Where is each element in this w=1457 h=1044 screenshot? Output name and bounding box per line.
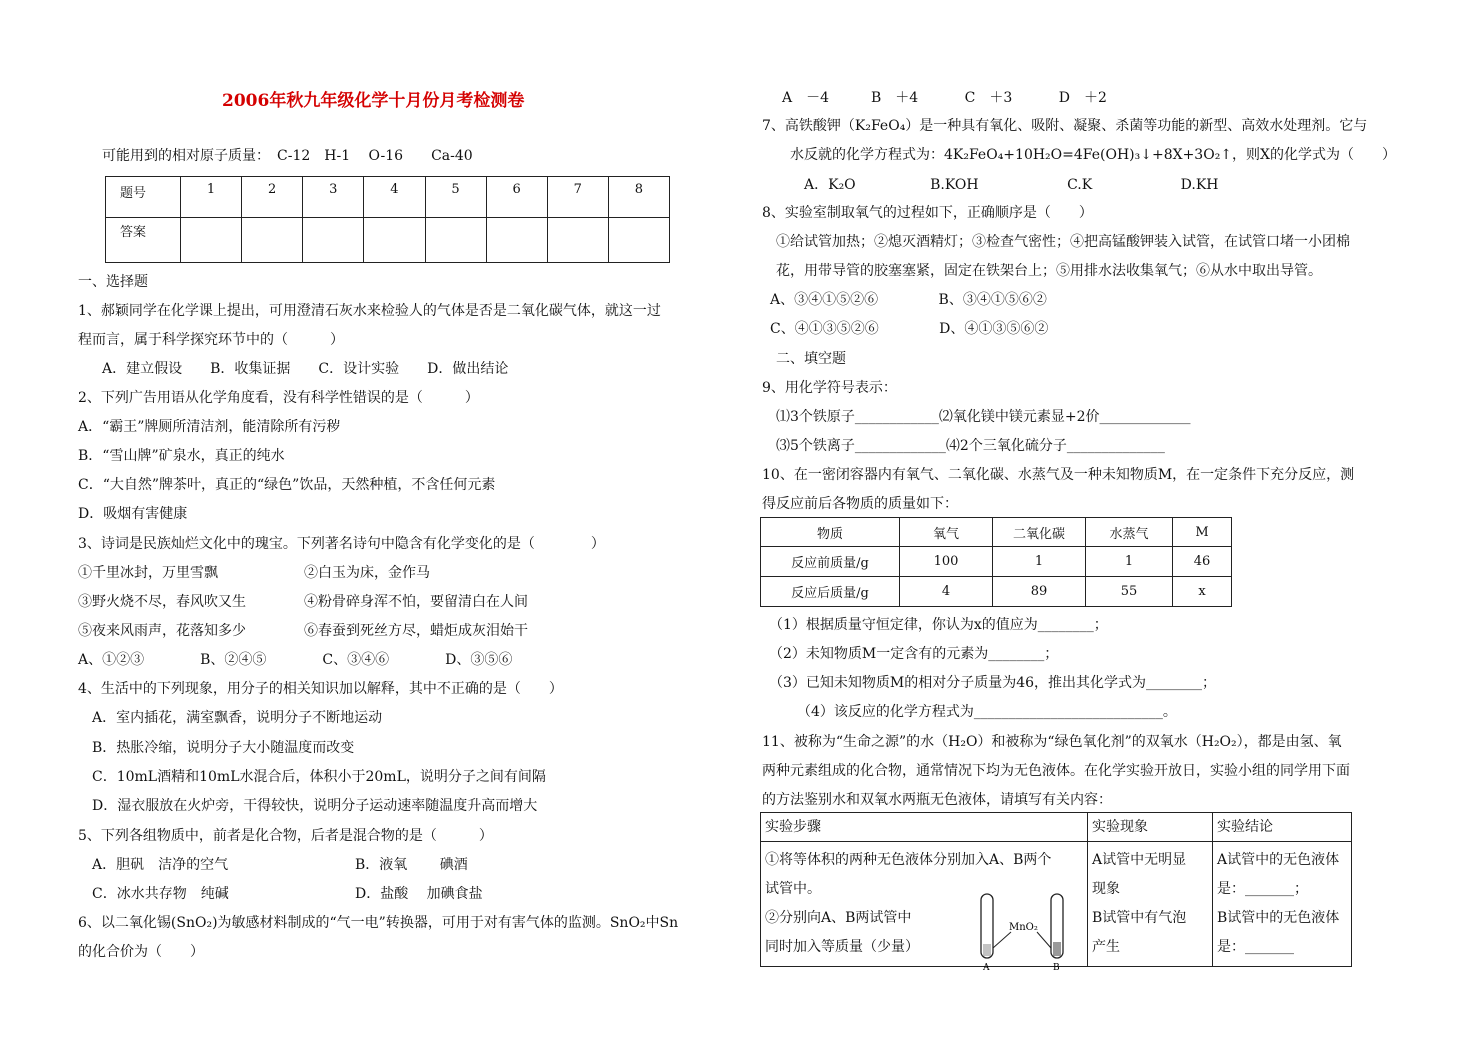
answer-cell[interactable]	[181, 218, 242, 263]
q8-line: ①给试管加热；②熄灭酒精灯；③检查气密性；④把高锰酸钾装入试管，在试管口堵一小团棉	[762, 234, 1350, 250]
answer-number: 4	[364, 177, 425, 218]
answer-number: 3	[303, 177, 364, 218]
q7-line: 水反就的化学方程式为：4K₂FeO₄+10H₂O=4Fe(OH)₃↓+8X+3O₂↑，则X的化学式为（ ）	[762, 147, 1396, 163]
mass-table-cell: x	[1173, 577, 1232, 607]
q4-option: B．热胀冷缩，说明分子大小随温度而改变	[78, 740, 355, 756]
experiment-phenomenon-cell	[1088, 842, 1213, 967]
q6-line: 6、以二氧化锡(SnO₂)为敏感材料制成的“气一电”转换器，可用于对有害气体的监测。SnO₂中Sn	[78, 915, 679, 931]
q3-poem: ③野火烧不尽，春风吹又生	[78, 594, 246, 610]
q1-options: A．建立假设 B．收集证据 C．设计实验 D．做出结论	[88, 361, 509, 377]
q8-line: 8、实验室制取氧气的过程如下，正确顺序是（ ）	[762, 205, 1093, 221]
q3-line: 3、诗词是民族灿烂文化中的瑰宝。下列著名诗句中隐含有化学变化的是（ ）	[78, 536, 605, 552]
answer-number: 6	[486, 177, 547, 218]
mass-table-cell: 4	[900, 577, 993, 607]
q2-option: D．吸烟有害健康	[78, 506, 188, 522]
mass-table-cell: 1	[1086, 547, 1173, 577]
q9-line: 9、用化学符号表示：	[762, 380, 897, 396]
experiment-conclusion-cell[interactable]	[1213, 842, 1352, 967]
answer-cell[interactable]	[364, 218, 425, 263]
answer-number: 5	[425, 177, 486, 218]
step-text: ①将等体积的两种无色液体分别加入A、B两个	[765, 852, 1052, 868]
q2-option: C．“大自然”牌茶叶，真正的“绿色”饮品，天然种植，不含任何元素	[78, 477, 496, 493]
q5-option: D．盐酸 加碘食盐	[355, 886, 483, 902]
q9-blank-line[interactable]: ⑴3个铁原子____________⑵氧化镁中镁元素显+2价_____________	[762, 409, 1191, 425]
mass-table-cell: 89	[993, 577, 1086, 607]
experiment-step-cell	[761, 842, 1088, 972]
mass-table-header: 二氧化碳	[993, 518, 1086, 547]
conclusion-blank[interactable]: 是：_______；	[1217, 881, 1308, 897]
mass-table-cell: 反应后质量/g	[761, 577, 900, 607]
q8-options: C、④①③⑤②⑥ D、④①③⑤⑥②	[770, 321, 1049, 337]
q7-line: 7、高铁酸钾（K₂FeO₄）是一种具有氧化、吸附、凝聚、杀菌等功能的新型、高效水处理剂。它与	[762, 118, 1368, 134]
q11-line: 的方法鉴别水和双氧水两瓶无色液体，请填写有关内容：	[762, 792, 1112, 808]
q10-line: 得反应前后各物质的质量如下：	[762, 496, 958, 512]
mass-table	[760, 517, 1232, 607]
mno2-label: MnO₂	[1009, 922, 1038, 933]
tube-a-label: A	[983, 963, 990, 972]
answer-number: 8	[608, 177, 669, 218]
q3-poem: ④粉骨碎身浑不怕，要留清白在人间	[304, 594, 528, 610]
answer-number: 2	[242, 177, 303, 218]
q3-poem: ①千里冰封，万里雪飘	[78, 565, 218, 581]
q10-sub[interactable]: （3）已知未知物质M的相对分子质量为46，推出其化学式为________；	[762, 675, 1217, 691]
q10-sub[interactable]: （2）未知物质M一定含有的元素为________；	[762, 646, 1059, 662]
q1-line: 1、郝颖同学在化学课上提出，可用澄清石灰水来检验人的气体是否是二氧化碳气体，就这一过	[78, 303, 661, 319]
mass-table-cell: 55	[1086, 577, 1173, 607]
experiment-header: 实验步骤	[761, 813, 1088, 842]
section-heading: 一、选择题	[78, 274, 148, 290]
q5-option: C．冰水共存物 纯碱	[78, 886, 229, 902]
q1-line: 程而言，属于科学探究环节中的（ ）	[78, 332, 344, 348]
q2-option: B．“雪山牌”矿泉水，真正的纯水	[78, 448, 285, 464]
step-text: ②分别向A、B两试管中	[765, 910, 912, 926]
phenomenon-text: A试管中无明显	[1092, 852, 1187, 868]
q7-options: A．K₂O B.KOH C.K D.KH	[762, 177, 1219, 193]
q10-sub[interactable]: （1）根据质量守恒定律，你认为x的值应为________；	[762, 617, 1108, 633]
answer-cell[interactable]	[608, 218, 669, 263]
q5-option: B．液氧 碘酒	[355, 857, 468, 873]
q9-blank-line[interactable]: ⑶5个铁离子_____________⑷2个三氧化硫分子______________	[762, 438, 1165, 454]
conclusion-text: A试管中的无色液体	[1217, 852, 1340, 868]
phenomenon-text: 现象	[1092, 881, 1120, 897]
answer-table-answer-label: 答案	[106, 218, 181, 263]
atomic-mass-line: 可能用到的相对原子质量： C-12 H-1 O-16 Ca-40	[102, 148, 473, 164]
mass-table-header: 氧气	[900, 518, 993, 547]
q10-sub[interactable]: （4）该反应的化学方程式为___________________________。	[762, 704, 1177, 720]
q2-line: 2、下列广告用语从化学角度看，没有科学性错误的是（ ）	[78, 390, 479, 406]
q5-option: A．胆矾 洁净的空气	[78, 857, 229, 873]
q4-line: 4、生活中的下列现象，用分子的相关知识加以解释，其中不正确的是（ ）	[78, 681, 563, 697]
experiment-header: 实验现象	[1088, 813, 1213, 842]
conclusion-text: B试管中的无色液体	[1217, 910, 1340, 926]
mass-table-cell: 100	[900, 547, 993, 577]
phenomenon-text: 产生	[1092, 939, 1120, 955]
q4-option: A．室内插花，满室飘香，说明分子不断地运动	[78, 710, 383, 726]
q4-option: C．10mL酒精和10mL水混合后，体积小于20mL，说明分子之间有间隔	[78, 769, 546, 785]
q8-line: 花，用带导管的胶塞塞紧，固定在铁架台上；⑤用排水法收集氧气；⑥从水中取出导管。	[762, 263, 1322, 279]
q5-line: 5、下列各组物质中，前者是化合物，后者是混合物的是（ ）	[78, 828, 493, 844]
q8-options: A、③④①⑤②⑥ B、③④①⑤⑥②	[770, 292, 1047, 308]
experiment-header: 实验结论	[1213, 813, 1352, 842]
q3-poem: ⑤夜来风雨声，花落知多少	[78, 623, 246, 639]
answer-number: 1	[181, 177, 242, 218]
q11-line: 两种元素组成的化合物，通常情况下均为无色液体。在化学实验开放日，实验小组的同学用下面	[762, 763, 1350, 779]
q11-line: 11、被称为“生命之源”的水（H₂O）和被称为“绿色氧化剂”的双氧水（H₂O₂），都是由氢、氧	[762, 734, 1342, 750]
tube-b-label: B	[1053, 963, 1060, 972]
section-heading: 二、填空题	[762, 351, 846, 367]
step-text: 试管中。	[765, 881, 821, 897]
answer-number: 7	[547, 177, 608, 218]
q3-options: A、①②③ B、②④⑤ C、③④⑥ D、③⑤⑥	[78, 652, 513, 668]
q4-option: D．湿衣服放在火炉旁，干得较快，说明分子运动速率随温度升高而增大	[78, 798, 538, 814]
answer-cell[interactable]	[425, 218, 486, 263]
q10-line: 10、在一密闭容器内有氧气、二氧化碳、水蒸气及一种未知物质M，在一定条件下充分反应，测	[762, 467, 1355, 483]
experiment-table	[760, 812, 1352, 972]
mass-table-header: M	[1173, 518, 1232, 547]
mass-table-header: 物质	[761, 518, 900, 547]
mass-table-cell: 反应前质量/g	[761, 547, 900, 577]
answer-table-header-label: 题号	[106, 177, 181, 218]
q2-option: A．“霸王”牌厕所清洁剂，能清除所有污秽	[78, 419, 341, 435]
page-title: 2006年秋九年级化学十月份月考检测卷	[222, 91, 525, 111]
answer-cell[interactable]	[303, 218, 364, 263]
mass-table-cell: 1	[993, 547, 1086, 577]
answer-cell[interactable]	[547, 218, 608, 263]
answer-cell[interactable]	[486, 218, 547, 263]
conclusion-blank[interactable]: 是：_______	[1217, 939, 1294, 955]
phenomenon-text: B试管中有气泡	[1092, 910, 1187, 926]
mass-table-cell: 46	[1173, 547, 1232, 577]
q3-poem: ②白玉为床，金作马	[304, 565, 430, 581]
q3-poem: ⑥春蚕到死丝方尽，蜡炬成灰泪始干	[304, 623, 528, 639]
answer-table	[105, 176, 670, 263]
q6-options: A －4 B ＋4 C ＋3 D ＋2	[782, 90, 1107, 106]
step-text: 同时加入等质量（少量）	[765, 939, 919, 955]
mass-table-header: 水蒸气	[1086, 518, 1173, 547]
test-tubes-figure	[973, 892, 1083, 972]
q6-line: 的化合价为（ ）	[78, 944, 204, 960]
answer-cell[interactable]	[242, 218, 303, 263]
